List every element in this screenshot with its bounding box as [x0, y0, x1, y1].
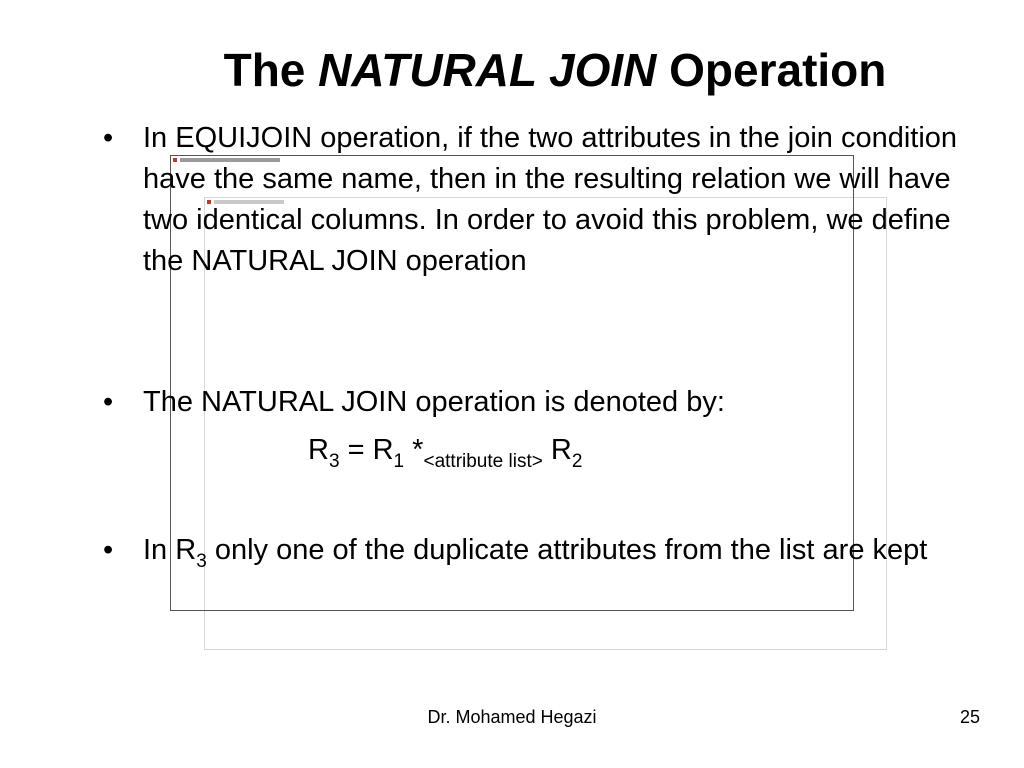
bullet-text-prefix: In R: [143, 534, 197, 566]
title-emphasis: NATURAL JOIN: [318, 44, 657, 96]
formula-lhs: R: [308, 434, 329, 466]
footer-author: Dr. Mohamed Hegazi: [427, 707, 597, 727]
bullet-text-rest: only one of the duplicate attributes from the list are kept: [206, 534, 928, 566]
natural-join-formula: [308, 430, 582, 474]
formula-lhs-subscript: 3: [328, 451, 340, 472]
formula-r1-subscript: 1: [393, 451, 405, 472]
formula-r2: R: [542, 434, 572, 466]
formula-attribute-list: <attribute list>: [423, 451, 543, 472]
title-prefix: The: [223, 44, 306, 96]
bullet-text-subscript: 3: [196, 551, 207, 572]
bullet-text: The NATURAL JOIN operation is denoted by:: [143, 386, 725, 418]
bullet-text: [143, 530, 973, 574]
title-suffix: Operation: [669, 44, 887, 96]
bullet-marker: •: [103, 122, 114, 154]
formula-equals: =: [339, 434, 373, 466]
bullet-marker: •: [103, 386, 114, 418]
formula-operator: *: [404, 434, 424, 466]
formula-r1: R: [372, 434, 394, 466]
formula-r2-subscript: 2: [571, 451, 583, 472]
bullet-marker: •: [103, 534, 114, 566]
page-number: 25: [959, 707, 980, 727]
slide-title: [0, 42, 1024, 98]
bullet-text: In EQUIJOIN operation, if the two attributes in the join condition have the same name, then in the resulting relation we will have two identical columns. In order to avoid this problem, we define the NATURAL JOIN operation: [143, 122, 958, 277]
